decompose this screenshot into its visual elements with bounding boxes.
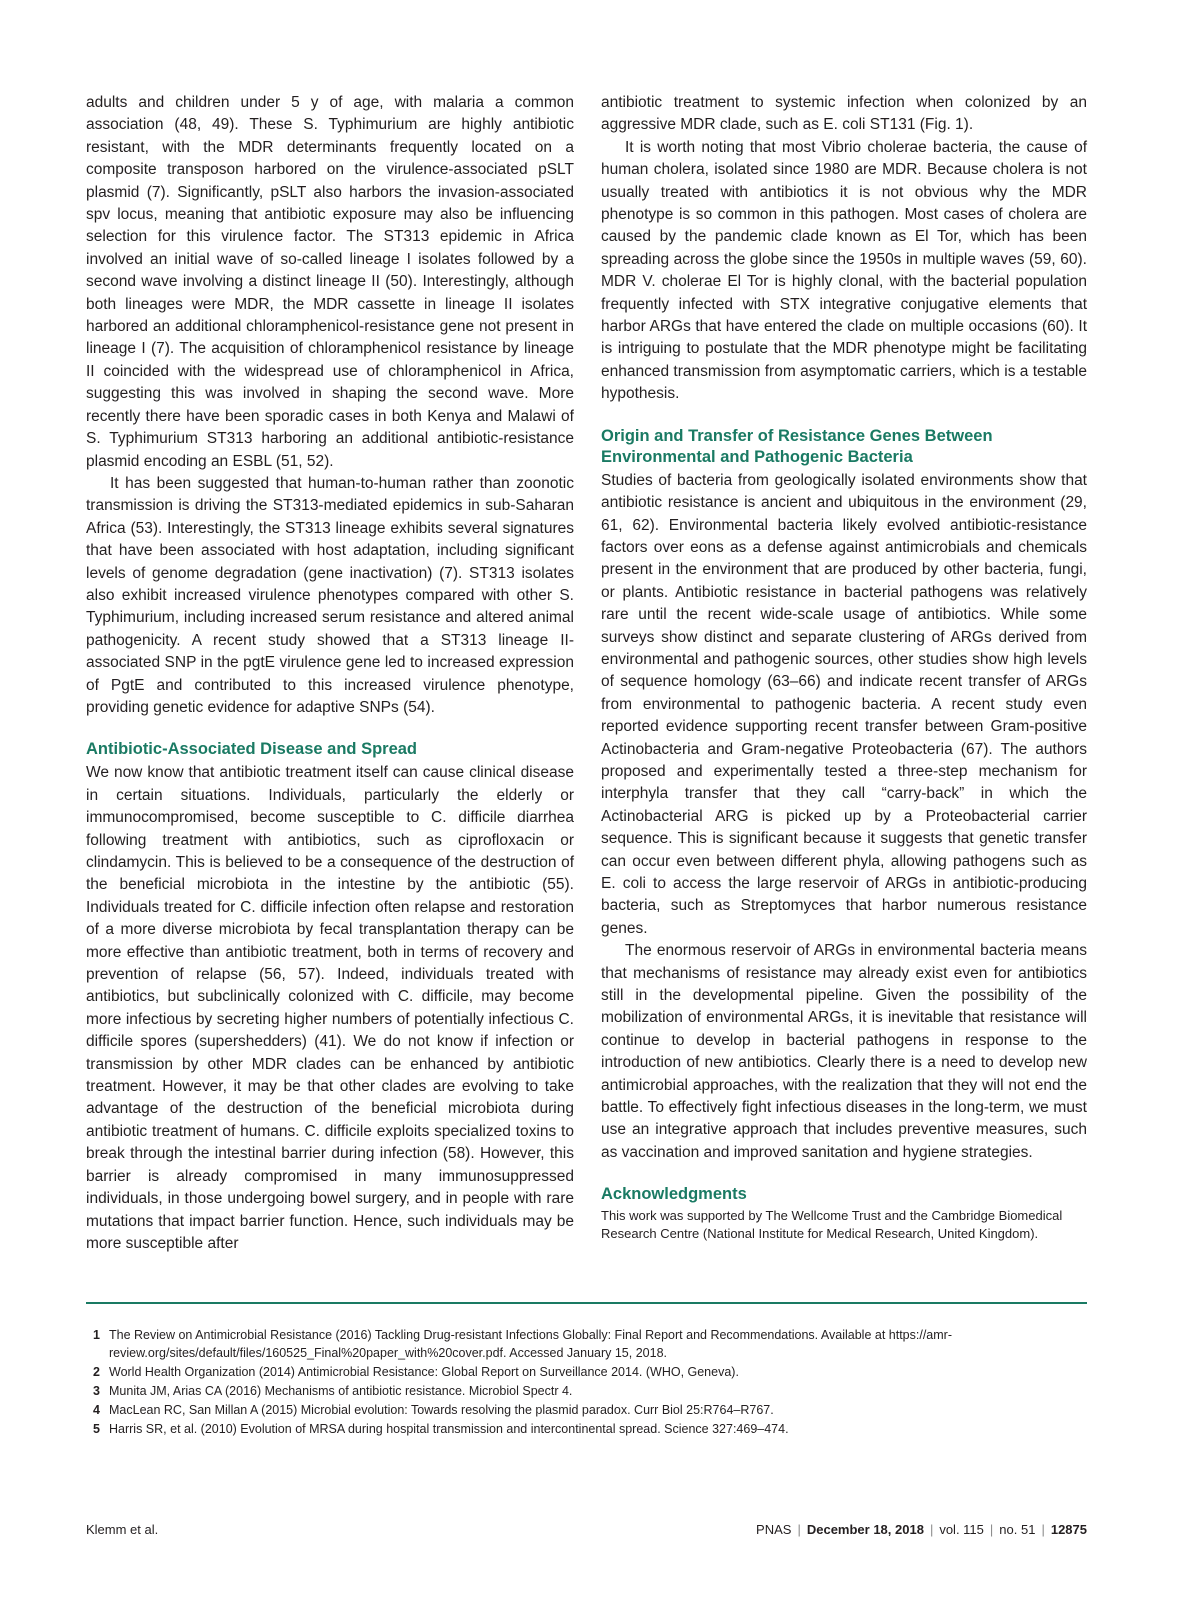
reference-number: 3	[93, 1384, 100, 1398]
reference-item	[86, 1326, 1087, 1362]
section-heading: Origin and Transfer of Resistance Genes Between Environmental and Pathogenic Bacteria	[601, 426, 993, 466]
paragraph: The enormous reservoir of ARGs in environmental bacteria means that mechanisms of resistance may already exist even for antibiotics still in the developmental pipeline. Given the possibility of the mobilization of environmental ARGs, it is inevitable that resistance will continue to develop in bacterial pathogens in response to the introduction of new antibiotics. Clearly there is a need to develop new antimicrobial approaches, with the realization that they will not end the battle. To effectively fight infectious diseases in the long-term, we must use an integrative approach that includes preventive measures, such as vaccination and improved sanitation and hygiene strategies.	[601, 942, 1087, 1161]
reference-item	[86, 1382, 1087, 1400]
paragraph: It has been suggested that human-to-human rather than zoonotic transmission is driving the ST313-mediated epidemics in sub-Saharan Africa (53). Interestingly, the ST313 lineage exhibits several signatures that have been associated with host adaptation, including significant levels of genome degradation (gene inactivation) (7). ST313 isolates also exhibit increased virulence phenotypes compared with other S. Typhimurium, including increased serum resistance and altered animal pathogenicity. A recent study showed that a ST313 lineage II-associated SNP in the pgtE virulence gene led to increased expression of PgtE and contributed to this increased virulence phenotype, providing genetic evidence for adaptive SNPs (54).	[86, 474, 574, 716]
footer-page-number: 12875	[1050, 1522, 1087, 1537]
footer-authors: Klemm et al.	[86, 1522, 159, 1537]
reference-item	[86, 1420, 1087, 1438]
references-list	[86, 1326, 1087, 1439]
paragraph: We now know that antibiotic treatment itself can cause clinical disease in certain situations. Individuals, particularly the elderly or immunocompromised, become susceptible to C. difficile diarrhea following treatment with antibiotics, such as ciprofloxacin or clindamycin. This is believed to be a consequence of the destruction of the beneficial microbiota in the intestine by the antibiotic (55). Individuals treated for C. difficile infection often relapse and restoration of a more diverse microbiota by fecal transplantation therapy can be more effective than antibiotic treatment, both in terms of recovery and prevention of relapse (56, 57). Indeed, individuals treated with antibiotics, but subclinically colonized with C. difficile, may become more infectious by secreting higher numbers of potentially infectious C. difficile spores (supershedders) (41). We do not know if infection or transmission by other MDR clades can be enhanced by antibiotic treatment. However, it may be that other clades are evolving to take advantage of the destruction of the beneficial microbiota during antibiotic treatment of humans. C. difficile exploits specialized toxins to break through the intestinal barrier during infection (58). However, this barrier is already compromised in many immunosuppressed individuals, in those undergoing bowel surgery, and in people with rare mutations that impact barrier function. Hence, such individuals may be more susceptible after	[86, 764, 574, 1252]
reference-text: Munita JM, Arias CA (2016) Mechanisms of antibiotic resistance. Microbiol Spectr 4.	[109, 1384, 573, 1398]
footer-separator: |	[797, 1522, 801, 1537]
reference-text: MacLean RC, San Millan A (2015) Microbial evolution: Towards resolving the plasmid paradox. Curr Biol 25:R764–R767.	[109, 1403, 774, 1417]
acknowledgments-heading: Acknowledgments	[601, 1185, 747, 1204]
reference-item	[86, 1401, 1087, 1419]
reference-number: 5	[93, 1422, 100, 1436]
reference-number: 1	[93, 1328, 100, 1342]
footer-separator: |	[1041, 1522, 1045, 1537]
footer-journal: PNAS	[756, 1522, 792, 1537]
references-divider	[86, 1302, 1087, 1304]
paragraph: antibiotic treatment to systemic infection when colonized by an aggressive MDR clade, such as E. coli ST131 (Fig. 1).	[601, 94, 1087, 134]
footer-citation	[756, 1521, 1087, 1539]
reference-text: Harris SR, et al. (2010) Evolution of MRSA during hospital transmission and intercontinental spread. Science 327:469–474.	[109, 1422, 789, 1436]
page-footer	[86, 1521, 1087, 1539]
footer-separator: |	[929, 1522, 934, 1537]
section-heading: Antibiotic-Associated Disease and Spread	[86, 740, 418, 759]
reference-item	[86, 1363, 1087, 1381]
left-column	[86, 92, 574, 1255]
footer-date: December 18, 2018	[806, 1522, 924, 1537]
footer-separator: |	[989, 1522, 994, 1537]
footer-volume: vol. 115	[939, 1522, 984, 1537]
paragraph: adults and children under 5 y of age, with malaria a common association (48, 49). These S. Typhimurium are highly antibiotic resistant, with the MDR determinants frequently located on a composite transposon harbored on the virulence-associated pSLT plasmid (7). Significantly, pSLT also harbors the invasion-associated spv locus, meaning that antibiotic exposure may also be influencing selection for this virulence factor. The ST313 epidemic in Africa involved an initial wave of so-called lineage I isolates followed by a second wave involving a distinct lineage II (50). Interestingly, although both lineages were MDR, the MDR cassette in lineage II isolates harbored an additional chloramphenicol-resistance gene not present in lineage I (7). The acquisition of chloramphenicol resistance by lineage II coincided with the widespread use of chloramphenicol in Africa, suggesting this was involved in shaping the second wave. More recently there have been sporadic cases in both Kenya and Malawi of S. Typhimurium ST313 harboring an additional antibiotic-resistance plasmid encoding an ESBL (51, 52).	[86, 94, 574, 470]
reference-text: World Health Organization (2014) Antimicrobial Resistance: Global Report on Surveillance 2014. (WHO, Geneva).	[109, 1365, 739, 1379]
reference-number: 2	[93, 1365, 100, 1379]
paragraph: Studies of bacteria from geologically isolated environments show that antibiotic resistance is ancient and ubiquitous in the environment (29, 61, 62). Environmental bacteria likely evolved antibiotic-resistance factors over eons as a defense against antimicrobials and chemicals present in the environment that are produced by other bacteria, fungi, or plants. Antibiotic resistance in bacterial pathogens was relatively rare until the recent wide-scale usage of antibiotics. While some surveys show distinct and separate clustering of ARGs derived from environmental and pathogenic sources, other studies show high levels of sequence homology (63–66) and indicate recent transfer of ARGs from environmental to pathogenic bacteria. A recent study even reported evidence supporting recent transfer between Gram-positive Actinobacteria and Gram-negative Proteobacteria (67). The authors proposed and experimentally tested a three-step mechanism for interphyla transfer that they call “carry-back” in which the Actinobacterial ARG is picked up by a Proteobacterial carrier sequence. This is significant because it suggests that genetic transfer can occur even between different phyla, allowing pathogens such as E. coli to access the large reservoir of ARGs in antibiotic-producing bacteria, such as Streptomyces that harbor numerous resistance genes.	[601, 471, 1087, 937]
paragraph: It is worth noting that most Vibrio cholerae bacteria, the cause of human cholera, isolated since 1980 are MDR. Because cholera is not usually treated with antibiotics it is not obvious why the MDR phenotype is so common in this pathogen. Most cases of cholera are caused by the pandemic clade known as El Tor, which has been spreading across the globe since the 1950s in multiple waves (59, 60). MDR V. cholerae El Tor is highly clonal, with the bacterial population frequently infected with STX integrative conjugative elements that harbor ARGs that have entered the clade on multiple occasions (60). It is intriguing to postulate that the MDR phenotype might be facilitating enhanced transmission from asymptomatic carriers, which is a testable hypothesis.	[601, 138, 1087, 403]
footer-issue: no. 51	[999, 1522, 1036, 1537]
reference-text: The Review on Antimicrobial Resistance (2016) Tackling Drug-resistant Infections Globally: Final Report and Recommendations. Available at https://amr-review.org/sites/default/files/160525_Final%20paper_with%20cover.pdf. Accessed January 15, 2018.	[109, 1328, 952, 1360]
right-column	[601, 92, 1087, 1243]
reference-number: 4	[93, 1403, 100, 1417]
acknowledgments-text: This work was supported by The Wellcome Trust and the Cambridge Biomedical Research Centre (National Institute for Medical Research, United Kingdom).	[601, 1208, 1063, 1242]
